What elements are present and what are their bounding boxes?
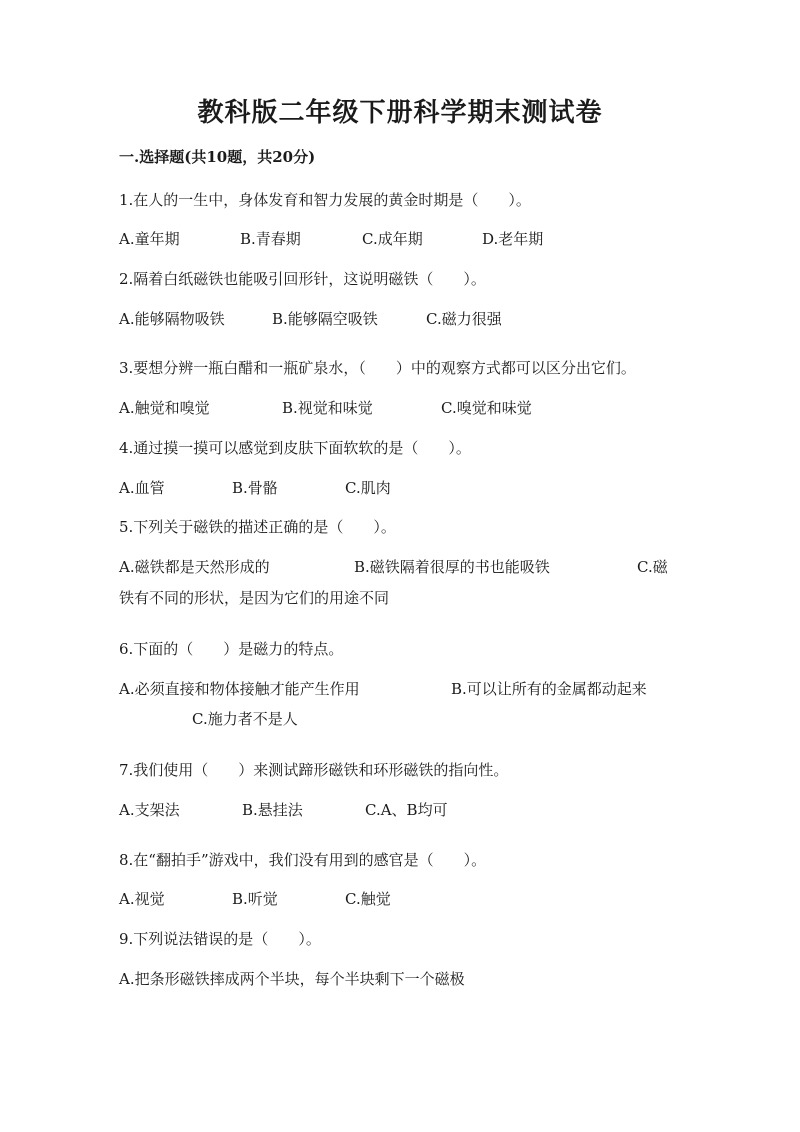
question-2-option-a[interactable]: A.能够隔物吸铁 xyxy=(119,310,225,328)
question-3-option-c[interactable]: C.嗅觉和味觉 xyxy=(441,399,532,417)
question-9-option-a[interactable]: A.把条形磁铁摔成两个半块，每个半块剩下一个磁极 xyxy=(119,970,465,988)
question-8-option-c[interactable]: C.触觉 xyxy=(345,890,391,908)
question-6-option-c[interactable]: C.施力者不是人 xyxy=(192,710,298,728)
question-7-option-a[interactable]: A.支架法 xyxy=(119,801,180,819)
question-4-option-b[interactable]: B.骨骼 xyxy=(232,479,278,497)
page-title: 教科版二年级下册科学期末测试卷 xyxy=(197,98,603,128)
question-3-option-b[interactable]: B.视觉和味觉 xyxy=(282,399,373,417)
question-4-option-a[interactable]: A.血管 xyxy=(119,479,165,497)
question-6-option-a[interactable]: A.必须直接和物体接触才能产生作用 xyxy=(119,680,360,698)
question-1-option-a[interactable]: A.童年期 xyxy=(119,230,180,248)
question-1-stem: 1.在人的一生中，身体发育和智力发展的黄金时期是（ ）。 xyxy=(119,191,531,209)
question-3-option-a[interactable]: A.触觉和嗅觉 xyxy=(119,399,210,417)
question-8-stem: 8.在“翻拍手”游戏中，我们没有用到的感官是（ ）。 xyxy=(119,851,487,869)
question-1-option-b[interactable]: B.青春期 xyxy=(240,230,301,248)
question-5-option-c[interactable]: C.磁 xyxy=(637,558,668,576)
question-1-option-d[interactable]: D.老年期 xyxy=(482,230,544,248)
question-5-option-c-continuation: 铁有不同的形状，是因为它们的用途不同 xyxy=(119,589,390,607)
question-1-option-c[interactable]: C.成年期 xyxy=(362,230,423,248)
question-9-stem: 9.下列说法错误的是（ ）。 xyxy=(119,930,321,948)
question-2-option-c[interactable]: C.磁力很强 xyxy=(426,310,502,328)
question-6-option-b[interactable]: B.可以让所有的金属都动起来 xyxy=(451,680,647,698)
question-8-option-a[interactable]: A.视觉 xyxy=(119,890,165,908)
question-4-stem: 4.通过摸一摸可以感觉到皮肤下面软软的是（ ）。 xyxy=(119,439,471,457)
question-2-stem: 2.隔着白纸磁铁也能吸引回形针，这说明磁铁（ ）。 xyxy=(119,270,486,288)
question-5-option-a[interactable]: A.磁铁都是天然形成的 xyxy=(119,558,270,576)
question-6-stem: 6.下面的（ ）是磁力的特点。 xyxy=(119,640,344,658)
section-heading: 一.选择题(共10题，共20分) xyxy=(119,148,316,166)
question-2-option-b[interactable]: B.能够隔空吸铁 xyxy=(272,310,378,328)
question-8-option-b[interactable]: B.听觉 xyxy=(232,890,278,908)
question-4-option-c[interactable]: C.肌肉 xyxy=(345,479,391,497)
question-5-stem: 5.下列关于磁铁的描述正确的是（ ）。 xyxy=(119,518,396,536)
question-5-option-b[interactable]: B.磁铁隔着很厚的书也能吸铁 xyxy=(354,558,550,576)
question-7-option-c[interactable]: C.A、B均可 xyxy=(365,801,448,819)
question-7-option-b[interactable]: B.悬挂法 xyxy=(242,801,303,819)
question-7-stem: 7.我们使用（ ）来测试蹄形磁铁和环形磁铁的指向性。 xyxy=(119,761,509,779)
question-3-stem: 3.要想分辨一瓶白醋和一瓶矿泉水，（ ）中的观察方式都可以区分出它们。 xyxy=(119,359,636,377)
